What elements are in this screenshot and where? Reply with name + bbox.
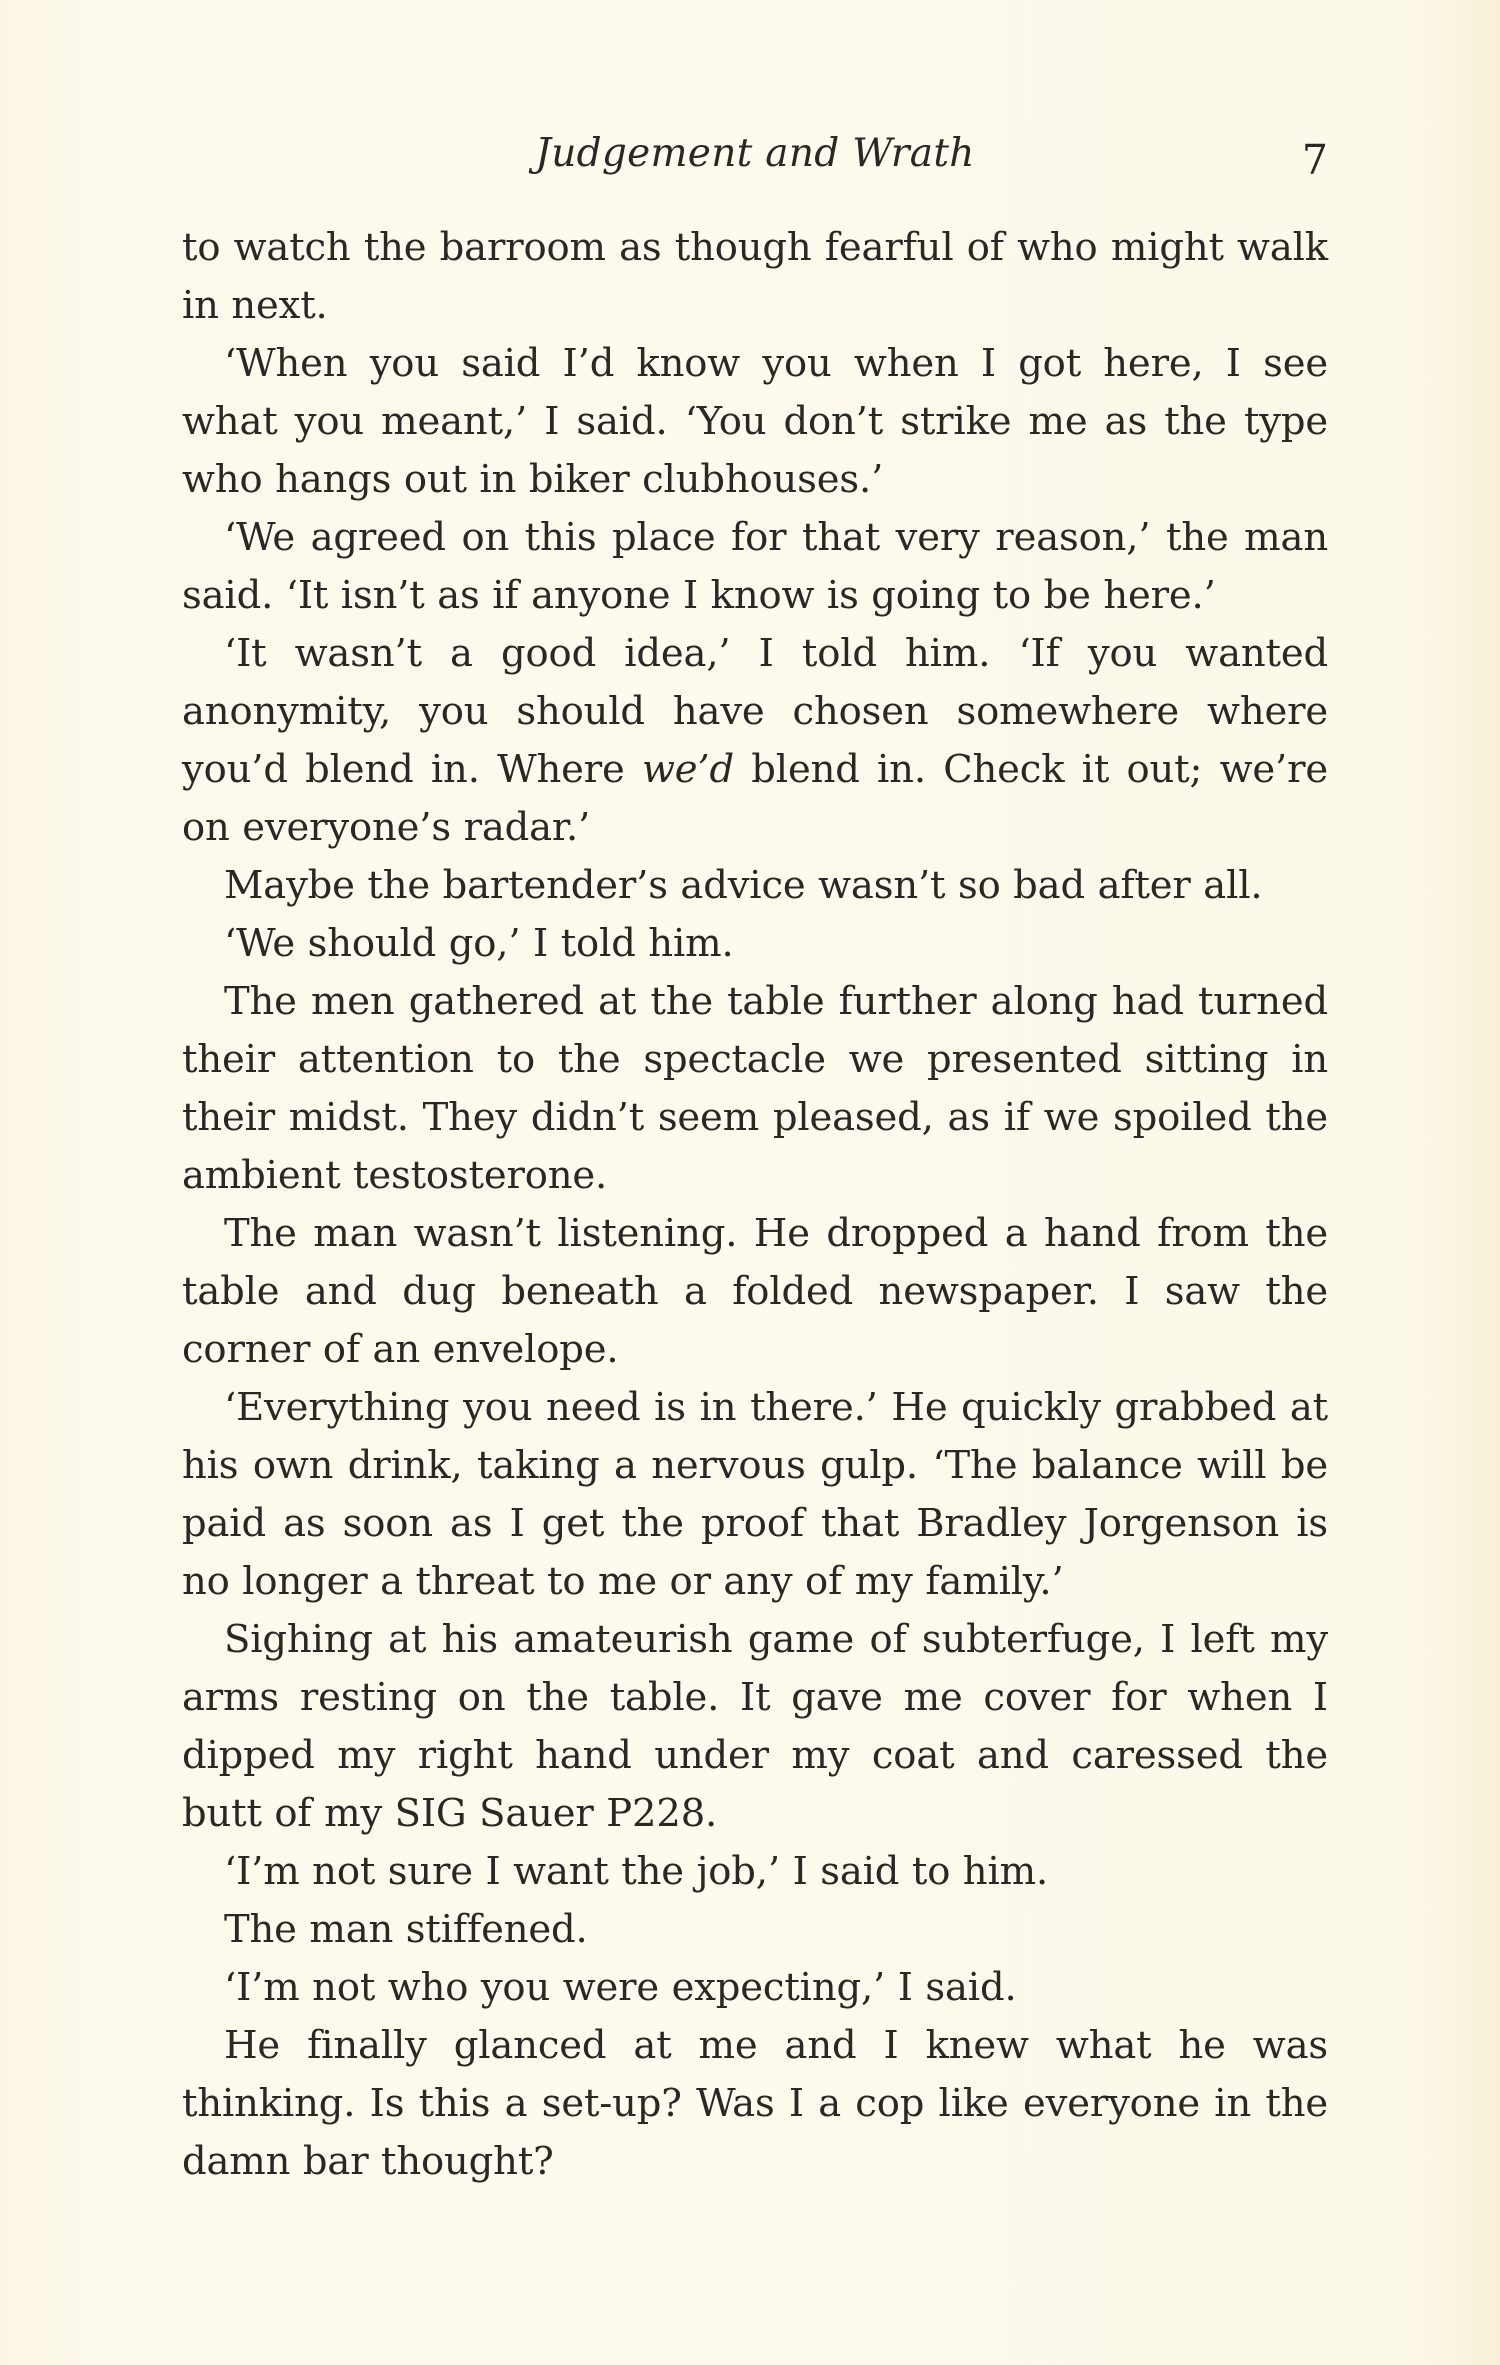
page-number: 7	[1301, 136, 1328, 184]
italic-emphasis: we’d	[641, 747, 734, 792]
paragraph: Maybe the bartender’s advice wasn’t so bad after all.	[224, 863, 1263, 908]
paragraph-text: blend in. Check it out; we’re on everyone’s radar.’	[182, 747, 1328, 850]
paragraph: to watch the barroom as though fearful of who might walk in next.	[182, 225, 1328, 328]
paragraph: He finally glanced at me and I knew what he was thinking. Is this a set-up? Was I a cop like everyone in the damn bar thought?	[182, 2023, 1328, 2184]
running-title: Judgement and Wrath	[535, 131, 975, 176]
paragraph-text: ‘It wasn’t a good idea,’ I told him. ‘If you wanted anonymity, you should have chosen somewhere where you’d blend in. Where	[182, 631, 1328, 792]
body-text	[182, 219, 1328, 2191]
paragraph: The man wasn’t listening. He dropped a hand from the table and dug beneath a folded newspaper. I saw the corner of an envelope.	[182, 1211, 1328, 1372]
running-head	[182, 118, 1328, 190]
paragraph: ‘We agreed on this place for that very reason,’ the man said. ‘It isn’t as if anyone I know is going to be here.’	[182, 515, 1328, 618]
paragraph	[182, 625, 1328, 857]
paragraph: ‘I’m not who you were expecting,’ I said.	[224, 1965, 1017, 2010]
paragraph: ‘When you said I’d know you when I got here, I see what you meant,’ I said. ‘You don’t strike me as the type who hangs out in biker clubhouses.’	[182, 341, 1328, 502]
paragraph: The men gathered at the table further along had turned their attention to the spectacle we presented sitting in their midst. They didn’t seem pleased, as if we spoiled the ambient testosterone.	[182, 979, 1328, 1198]
paragraph: The man stiffened.	[224, 1907, 588, 1952]
paragraph: ‘I’m not sure I want the job,’ I said to him.	[224, 1849, 1049, 1894]
paragraph: Sighing at his amateurish game of subterfuge, I left my arms resting on the table. It gave me cover for when I dipped my right hand under my coat and caressed the butt of my SIG Sauer P228.	[182, 1617, 1328, 1836]
paragraph: ‘We should go,’ I told him.	[224, 921, 734, 966]
paragraph: ‘Everything you need is in there.’ He quickly grabbed at his own drink, taking a nervous gulp. ‘The balance will be paid as soon as I get the proof that Bradley Jorgenson is no longer a threat to me or any of my family.’	[182, 1385, 1328, 1604]
